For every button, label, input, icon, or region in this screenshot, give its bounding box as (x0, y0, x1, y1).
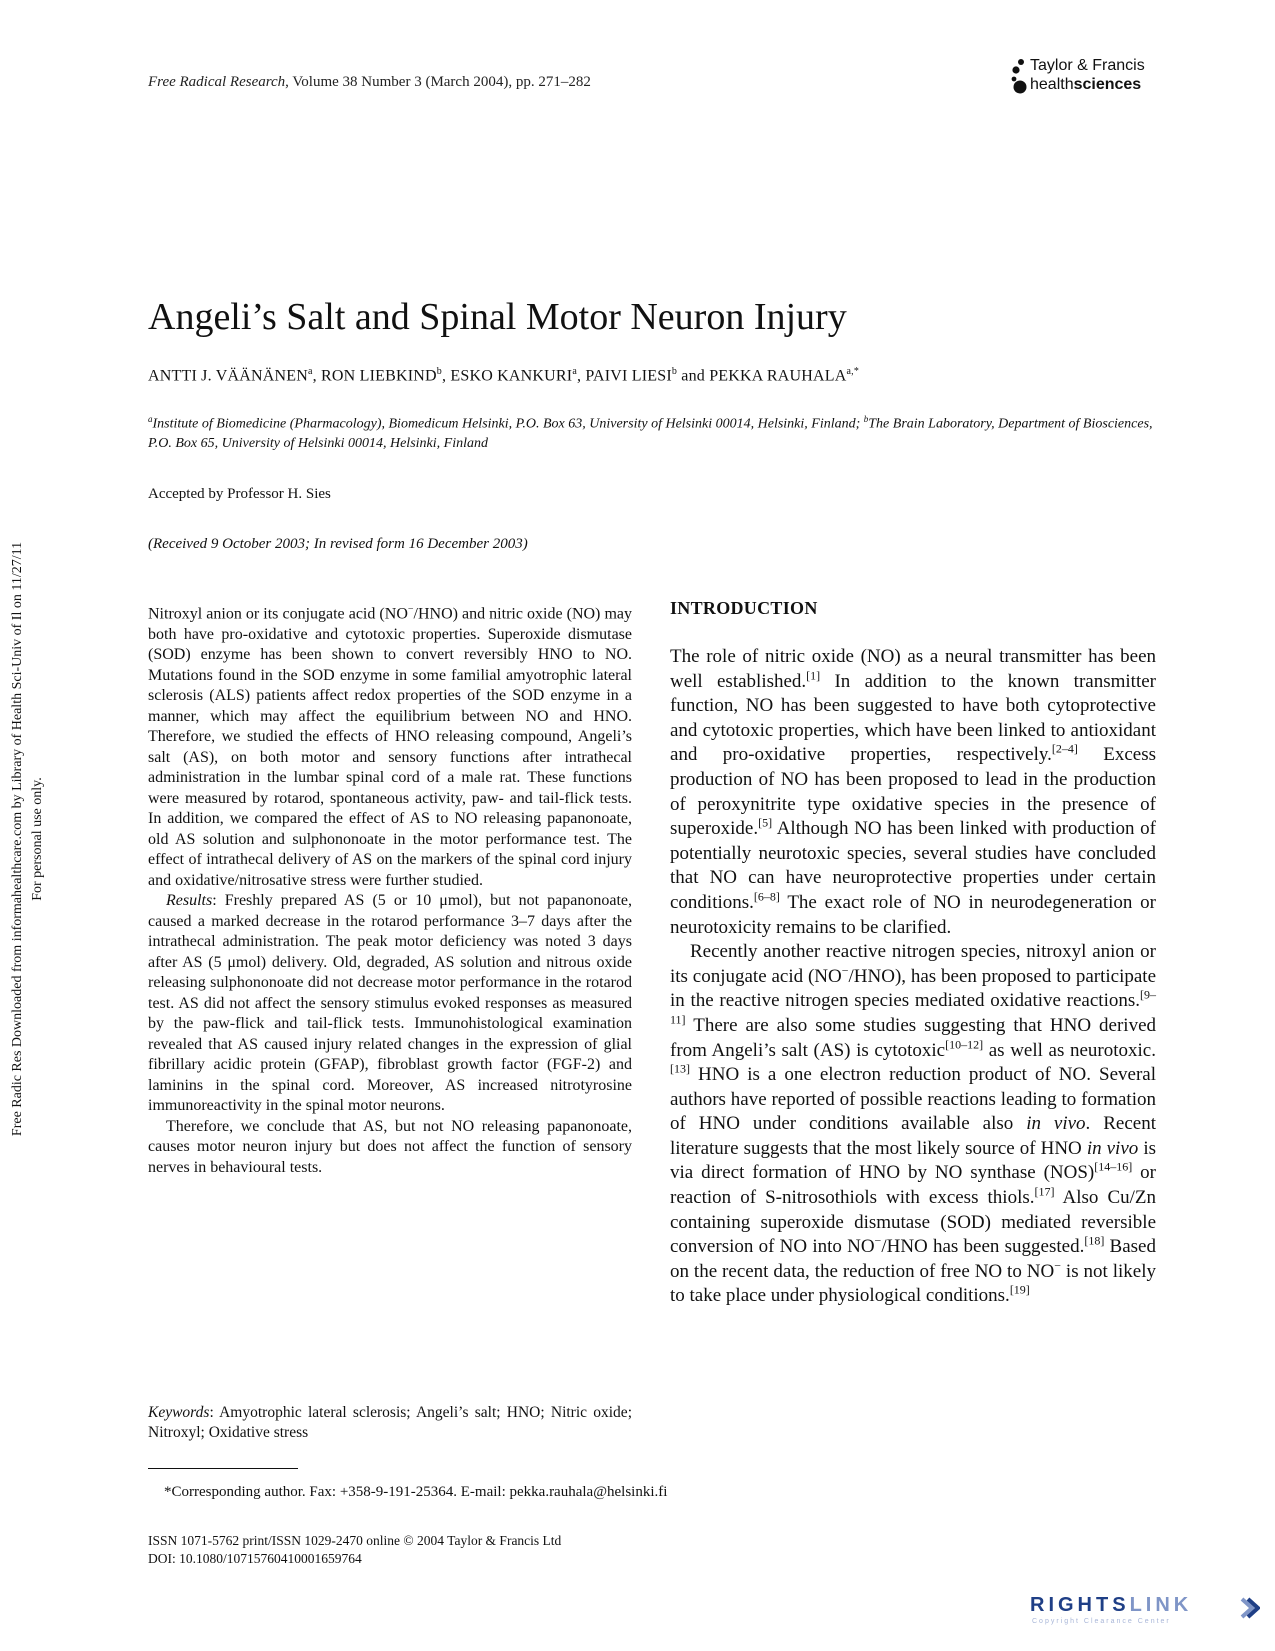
introduction-paragraph-2: Recently another reactive nitrogen species, nitroxyl anion or its conjugate acid (NO−/HNO), has been proposed to participate in the reactive nitrogen species mediated oxidative reactions.[9–11] There are also some studies suggesting that HNO derived from Angeli’s salt (AS) is cytotoxic[10–12] as well as neurotoxic.[13] HNO is a one electron reduction product of NO. Several authors have reported of possible reactions leading to formation of HNO under conditions available also in vivo. Recent literature suggests that the most likely source of HNO in vivo is via direct formation of HNO by NO synthase (NOS)[14–16] or reaction of S-nitrosothiols with excess thiols.[17] Also Cu/Zn containing superoxide dismutase (SOD) mediated reversible conversion of NO into NO−/HNO has been suggested.[18] Based on the recent data, the reduction of free NO to NO− is not likely to take place under physiological conditions.[19] (670, 941, 1156, 1307)
citation-ref: [17] (1034, 1184, 1055, 1199)
publication-identifiers (148, 1532, 561, 1568)
introduction-paragraph-1: The role of nitric oxide (NO) as a neural transmitter has been well established.[1] In addition to the known transmitter function, NO has been suggested to have both cytoprotective and cytotoxic properties, which have been linked to antioxidant and pro-oxidative properties, respectively.[2–4] Excess production of NO has been proposed to lead in the production of peroxynitrite type oxidative species in the presence of superoxide.[5] Although NO has been linked with production of potentially neurotoxic species, several studies have concluded that NO can have neuroprotective properties under certain conditions.[6–8] The exact role of NO in neurodegeneration or neurotoxicity remains to be clarified. (670, 646, 1156, 938)
author-name: ESKO KANKURI (450, 367, 573, 385)
accepted-by: Accepted by Professor H. Sies (148, 486, 331, 502)
rightslink-subtitle: Copyright Clearance Center (1032, 1618, 1171, 1625)
affiliation-b: The Brain Laboratory, Department of Biosciences, P.O. Box 65, University of Helsinki 00014, Helsinki, Finland (148, 416, 1153, 451)
citation-ref: − (874, 1233, 882, 1248)
journal-details: , Volume 38 Number 3 (March 2004), pp. 271–282 (285, 74, 591, 90)
abstract-conclusion: Therefore, we conclude that AS, but not NO releasing papanonoate, causes motor neuron injury but does not affect the function of sensory nerves in behavioural tests. (148, 1117, 632, 1176)
citation-ref: [9–11] (670, 987, 1156, 1027)
issn-line: ISSN 1071-5762 print/ISSN 1029-2470 online © 2004 Taylor & Francis Ltd (148, 1533, 562, 1548)
citation-ref: [6–8] (753, 889, 780, 904)
abstract-results: Results: Freshly prepared AS (5 or 10 μmol), but not papanonoate, caused a marked decrease in the rotarod performance 3–7 days after the intrathecal administration. The peak motor deficiency was noted 3 days after AS (5 μmol) delivery. Old, degraded, AS solution and nitrous oxide releasing sulphononoate did not decrease motor performance in the rotarod test. AS did not affect the sensory stimulus evoked responses as measured by the paw-flick and tail-flick tests. Immunohistological examination revealed that AS caused injury related changes in the expression of glial fibrillary acidic protein (GFAP), fibroblast growth factor (FGF-2) and laminins in the spinal cord. Moreover, AS increased nitrotyrosine immunoreactivity in the spinal motor neurons. (148, 892, 632, 1115)
introduction-body (670, 645, 1156, 1309)
rightslink-arrow-icon (1238, 1596, 1260, 1620)
author-affiliation-mark: a (307, 366, 313, 377)
footnote-divider (148, 1468, 298, 1469)
journal-citation (148, 74, 591, 91)
citation-ref: − (1054, 1258, 1061, 1273)
download-stamp-line2: For personal use only. (30, 777, 45, 901)
citation-ref: [10–12] (945, 1037, 984, 1052)
download-stamp-line1: Free Radic Res Downloaded from informahealthcare.com by Library of Health Sci-Univ of Il on 11/27/11 (10, 541, 25, 1137)
abstract-paragraph: Nitroxyl anion or its conjugate acid (NO−/HNO) and nitric oxide (NO) may both have pro-oxidative and cytotoxic properties. Superoxide dismutase (SOD) enzyme has been shown to convert reversibly HNO to NO. Mutations found in the SOD enzyme in some familial amyotrophic lateral sclerosis (ALS) patients affect redox properties of the SOD enzyme in a manner, which may affect the equilibrium between NO and HNO. Therefore, we studied the effects of HNO releasing compound, Angeli’s salt (AS), on both motor and sensory functions after intrathecal administration in the lumbar spinal cord of a male rat. These functions were measured by rotarod, spontaneous activity, paw- and tail-flick tests. In addition, we compared the effect of AS to NO releasing papanonoate, old AS solution and sulphononoate in the motor performance test. The effect of intrathecal delivery of AS on the markers of the spinal cord injury and oxidative/nitrosative stress were further studied. (148, 604, 632, 889)
abstract (148, 600, 632, 1178)
citation-ref: [19] (1009, 1283, 1030, 1298)
paper-title: Angeli’s Salt and Spinal Motor Neuron Injury (148, 296, 847, 338)
citation-ref: [2–4] (1051, 742, 1078, 757)
citation-ref: − (841, 963, 849, 978)
logo-dots-icon (1010, 58, 1030, 96)
author-name: ANTTI J. VÄÄNÄNEN (148, 367, 308, 385)
author-affiliation-mark: a (572, 366, 577, 377)
author-affiliation-mark: b (436, 366, 442, 377)
download-stamp (8, 499, 52, 1179)
author-name: RON LIEBKIND (321, 367, 437, 385)
affiliation-a: Institute of Biomedicine (Pharmacology), Biomedicum Helsinki, P.O. Box 63, University of Helsinki 00014, Helsinki, Finland; (152, 416, 861, 432)
affiliations: $^a$Institute of Biomedicine (Pharmacology), Biomedicum Helsinki, P.O. Box 63, University of Helsinki 00014, Helsinki, Finland; $^b$The Brain Laboratory, Department of Biosciences, P.O. Box 65, University of Helsinki 00014, Helsinki, Finland (148, 414, 1153, 451)
citation-ref: [13] (670, 1061, 690, 1076)
citation-ref: [1] (806, 668, 821, 683)
citation-ref: [18] (1084, 1233, 1105, 1248)
journal-name: Free Radical Research (148, 74, 286, 90)
corresponding-author-note: *Corresponding author. Fax: +358-9-191-25364. E-mail: pekka.rauhala@helsinki.fi (164, 1484, 668, 1500)
author-name: PEKKA RAUHALA (709, 367, 847, 385)
introduction-heading: INTRODUCTION (670, 598, 818, 618)
rightslink-logo[interactable]: RIGHTSLINK Copyright Clearance Center (1030, 1594, 1262, 1634)
publisher-name: Taylor & Francis (1030, 57, 1145, 74)
publisher-logo (1010, 56, 1160, 98)
doi-line: DOI: 10.1080/10715760410001659764 (148, 1551, 362, 1566)
author-list: ANTTI J. VÄÄNÄNEN$^a$, RON LIEBKIND$^b$, ESKO KANKURI$^a$, PAIVI LIESI$^b$ and PEKKA $RAUHALA^{a,*}$ (148, 366, 860, 385)
keywords: Keywords: Amyotrophic lateral sclerosis; Angeli’s salt; HNO; Nitric oxide; Nitroxyl; Oxidative stress (148, 1404, 632, 1441)
author-name: PAIVI LIESI (585, 367, 672, 385)
citation-ref: [14–16] (1094, 1160, 1133, 1175)
received-dates: (Received 9 October 2003; In revised form 16 December 2003) (148, 536, 528, 552)
publisher-division: healthsciences (1030, 76, 1142, 93)
author-affiliation-mark: b (671, 366, 678, 377)
citation-ref: [5] (758, 815, 773, 830)
author-affiliation-mark: a,* (846, 366, 860, 377)
